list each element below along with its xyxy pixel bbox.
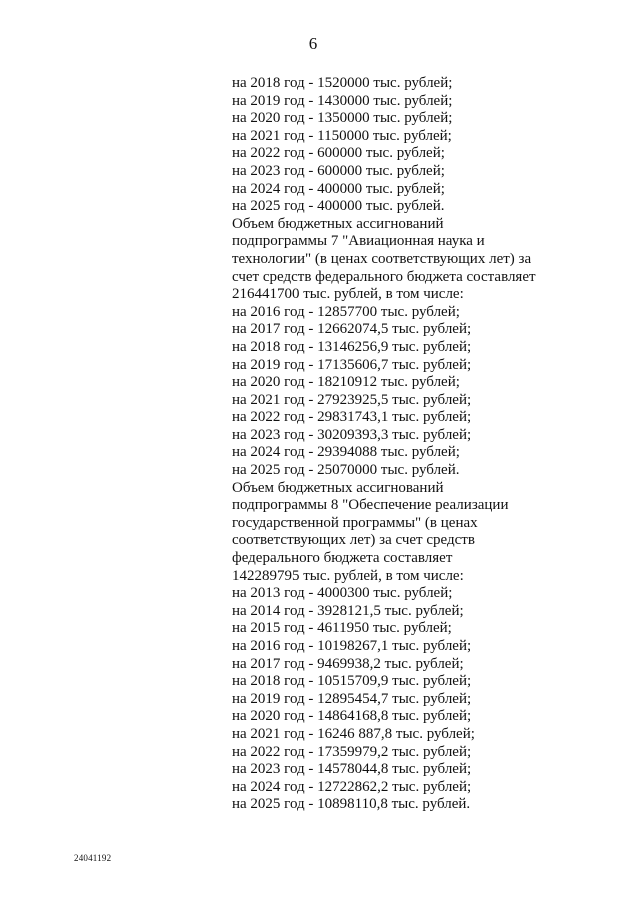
text-line: на 2025 год - 25070000 тыс. рублей. [232,462,460,479]
text-line: технологии" (в ценах соответствующих лет) за [232,250,532,267]
text-line: на 2015 год - 4611950 тыс. рублей; [232,620,452,637]
text-line: подпрограммы 7 "Авиационная наука и [232,233,485,250]
text-line: государственной программы" (в ценах [232,514,478,531]
text-line: 142289795 тыс. рублей, в том числе: [232,567,464,584]
page-number: 6 [308,34,318,53]
text-line: на 2019 год - 17135606,7 тыс. рублей; [232,356,472,373]
text-line: на 2014 год - 3928121,5 тыс. рублей; [232,602,464,619]
text-line: на 2021 год - 27923925,5 тыс. рублей; [232,391,472,408]
text-line: счет средств федерального бюджета составляет [232,268,536,285]
text-line: на 2021 год - 16246 887,8 тыс. рублей; [232,725,475,742]
budget-text-block [232,75,536,814]
text-line: Объем бюджетных ассигнований [232,479,444,496]
text-line: 216441700 тыс. рублей, в том числе: [232,286,464,303]
text-line: на 2019 год - 12895454,7 тыс. рублей; [232,690,472,707]
text-line: на 2020 год - 14864168,8 тыс. рублей; [232,708,472,725]
text-line: федерального бюджета составляет [232,550,453,567]
text-line: на 2017 год - 9469938,2 тыс. рублей; [232,655,464,672]
text-line: на 2025 год - 10898110,8 тыс. рублей. [232,796,471,813]
text-line: на 2013 год - 4000300 тыс. рублей; [232,585,453,602]
text-line: на 2019 год - 1430000 тыс. рублей; [232,92,453,109]
text-line: на 2023 год - 600000 тыс. рублей; [232,162,445,179]
document-code: 24041192 [74,853,112,863]
text-line: на 2025 год - 400000 тыс. рублей. [232,198,445,215]
text-line: на 2018 год - 10515709,9 тыс. рублей; [232,673,472,690]
text-line: на 2018 год - 1520000 тыс. рублей; [232,75,453,91]
text-line: на 2022 год - 29831743,1 тыс. рублей; [232,409,472,426]
text-line: соответствующих лет) за счет средств [232,532,475,549]
text-line: на 2020 год - 18210912 тыс. рублей; [232,374,460,391]
text-line: Объем бюджетных ассигнований [232,215,444,232]
text-line: на 2022 год - 600000 тыс. рублей; [232,145,445,162]
text-line: подпрограммы 8 "Обеспечение реализации [232,497,509,514]
text-line: на 2024 год - 400000 тыс. рублей; [232,180,445,197]
text-line: на 2022 год - 17359979,2 тыс. рублей; [232,743,472,760]
text-line: на 2016 год - 12857700 тыс. рублей; [232,303,460,320]
text-line: на 2017 год - 12662074,5 тыс. рублей; [232,321,472,338]
text-line: на 2020 год - 1350000 тыс. рублей; [232,110,453,127]
text-line: на 2016 год - 10198267,1 тыс. рублей; [232,638,472,654]
text-line: на 2023 год - 30209393,3 тыс. рублей; [232,426,472,443]
text-line: на 2018 год - 13146256,9 тыс. рублей; [232,338,472,355]
text-line: на 2023 год - 14578044,8 тыс. рублей; [232,761,472,778]
text-line: на 2024 год - 12722862,2 тыс. рублей; [232,778,472,795]
text-line: на 2024 год - 29394088 тыс. рублей; [232,444,460,461]
text-line: на 2021 год - 1150000 тыс. рублей; [232,127,452,144]
